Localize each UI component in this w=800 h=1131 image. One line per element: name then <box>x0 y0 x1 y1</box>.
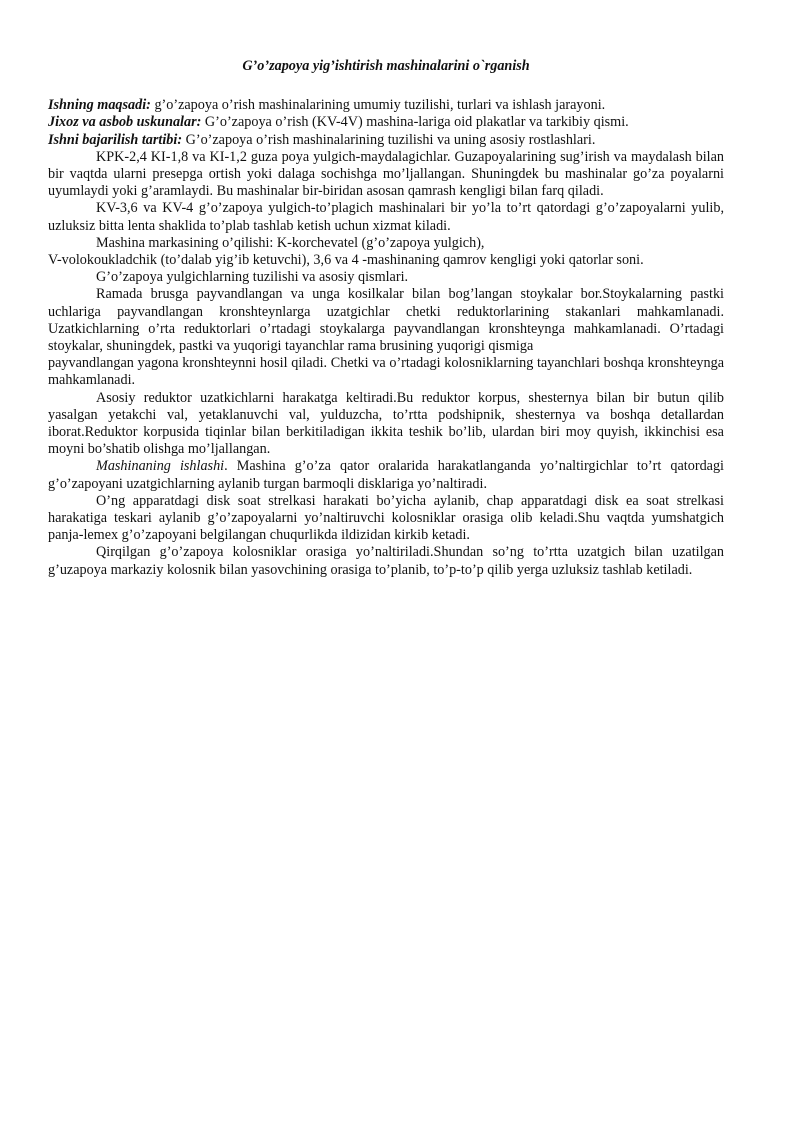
paragraph-operation <box>48 458 724 492</box>
operation-heading: Mashinaning ishlashi <box>96 458 225 475</box>
paragraph-kv: KV-3,6 va KV-4 g’o’zapoya yulgich-to’plagich mashinalari bir yo’la to’rt qatordagi g’o’zapoyalarni yulib, uzluksiz bitta lenta shaklida to’plab tashlab ketish uchun xizmat kiladi. <box>48 200 724 234</box>
equipment-label: Jixoz va asbob uskunalar: <box>48 114 202 131</box>
document-page <box>48 58 724 579</box>
paragraph-rama-continued: payvandlangan yagona kronshteynni hosil qiladi. Chetki va o’rtadagi kolosniklarning tayanchlari boshqa kronshteynga mahkamlanadi. <box>48 355 724 389</box>
paragraph-rama: Ramada brusga payvandlangan va unga kosilkalar bilan bog’langan stoykalar bor.Stoykalarning pastki uchlariga payvandlangan kronshteynlarga uzatgichlar chetki reduktorlarining stakanlari mahkamlanadi. Uzatkichlarning o’rta reduktorlari o’rtadagi stoykalarga payvandlangan kronshteynga mahkamlanadi. O’rtadagi stoykalar, shuningdek, pastki va yuqorigi tayanchlar rama brusining yuqorigi qismiga <box>48 286 724 355</box>
document-title: G’o’zapoya yig’ishtirish mashinalarini o`rganish <box>242 58 530 74</box>
paragraph-marking-first: Mashina markasining o’qilishi: K-korchevatel (g’o’zapoya yulgich), <box>96 234 485 251</box>
purpose-label: Ishning maqsadi: <box>48 97 151 114</box>
procedure-label: Ishni bajarilish tartibi: <box>48 131 183 148</box>
section-heading-structure: G’o’zapoya yulgichlarning tuzilishi va asosiy qismlari. <box>96 269 409 286</box>
paragraph-cut: Qirqilgan g’o’zapoya kolosniklar orasiga yo’naltiriladi.Shundan so’ng to’rtta uzatgich bilan uzatilgan g’uzapoya markaziy kolosnik bilan yasovchining orasiga to’planib, to’p-to’p qilib yerga uzluksiz tashlab ketiladi. <box>48 544 724 578</box>
paragraph-marking-second: V-volokoukladchik (to’dalab yig’ib ketuvchi), 3,6 va 4 -mashinaning qamrov kengligi yoki qatorlar soni. <box>48 252 644 269</box>
purpose-text: g’o’zapoya o’rish mashinalarining umumiy tuzilishi, turlari va ishlash jarayoni. <box>150 97 606 114</box>
procedure-line <box>48 132 724 149</box>
equipment-line <box>48 114 724 131</box>
paragraph-reductor: Asosiy reduktor uzatkichlarni harakatga keltiradi.Bu reduktor korpus, shesternya bilan bir butun qilib yasalgan yetakchi val, yetaklanuvchi val, yulduzcha, to’rtta podshipnik, shesternya va boshqa detallardan iborat.Reduktor korpusida tiqinlar bilan berkitiladigan ikkita teshik bo’lib, ulardan biri moy quyish, ikkinchisi esa moyni bo’shatib olishga mo’ljallangan. <box>48 389 724 458</box>
operation-text: . Mashina g’o’za qator oralarida harakatlanganda yo’naltirgichlar to’rt qatordagi g’o’zapoyani uzatgichlarning aylanib turgan barmoqli disklariga yo’naltiradi. <box>48 458 724 492</box>
paragraph-disk: O’ng apparatdagi disk soat strelkasi harakati bo’yicha aylanib, chap apparatdagi disk ea soat strelkasi harakatiga teskari aylanib g’o’zapoyalarni yo’naltiruvchi kolosniklar orasiga olib keladi.Shu vaqtda yumshatgich panja-lemex g’o’zapoyani belgilangan chuqurlikda ildizidan kirkib ketadi. <box>48 492 724 544</box>
paragraph-kpk: KPK-2,4 KI-1,8 va KI-1,2 guza poya yulgich-maydalagichlar. Guzapoyalarining sug’irish va maydalash bilan bir vaqtda ularni presepga ortish yoki dalaga sochishga mo’ljallangan. Shuningdek bu mashinalar go’za poyalarni uyumlaydi yoki g’aramlaydi. Bu mashinalar bir-biridan asosan qamrash kengligi bilan farq qiladi. <box>48 148 724 200</box>
equipment-text: G’o’zapoya o’rish (KV-4V) mashina-lariga oid plakatlar va tarkibiy qismi. <box>201 114 629 131</box>
purpose-line <box>48 97 724 114</box>
procedure-text: G’o’zapoya o’rish mashinalarining tuzilishi va uning asosiy rostlashlari. <box>182 131 596 148</box>
